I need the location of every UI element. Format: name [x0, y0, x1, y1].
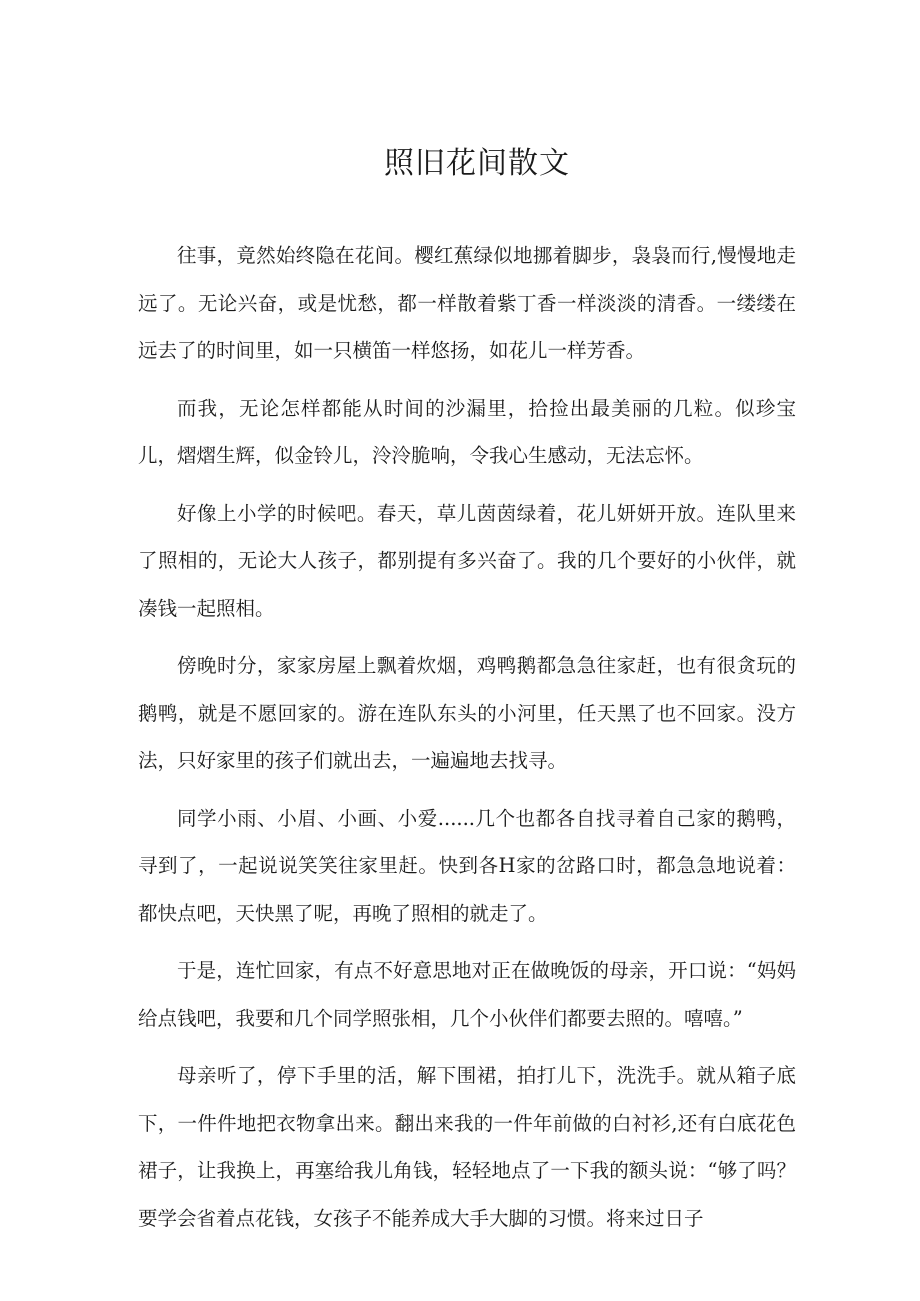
paragraph-2: 而我，无论怎样都能从时间的沙漏里，拾捡出最美丽的几粒。似珍宝儿，熠熠生辉，似金铃儿，泠泠脆响，令我心生感动，无法忘怀。	[138, 396, 796, 467]
paragraph-7: 母亲听了，停下手里的活，解下围裙，拍打儿下，洗洗手。就从箱子底下，一件件地把衣物拿出来。翻出来我的一件年前做的白衬衫,还有白底花色裙子，让我换上，再塞给我儿角钱，轻轻地点了一下我的额头说：“够了吗？要学会省着点花钱，女孩子不能养成大手大脚的习惯。将来过日子	[138, 1064, 796, 1230]
paragraph-5: 同学小雨、小眉、小画、小爱......几个也都各自找寻着自己家的鹅鸭，寻到了，一起说说笑笑往家里赶。快到各H家的岔路口时，都急急地说着：都快点吧，天快黑了呢，再晚了照相的就走了。	[138, 806, 796, 925]
paragraph-1: 往事，竟然始终隐在花间。樱红蕉绿似地挪着脚步，袅袅而行,慢慢地走远了。无论兴奋，或是忧愁，都一样散着紫丁香一样淡淡的清香。一缕缕在远去了的时间里，如一只横笛一样悠扬，如花儿一样芳香。	[138, 244, 796, 362]
paragraph-6: 于是，连忙回家，有点不好意思地对正在做晚饭的母亲，开口说：“妈妈给点钱吧，我要和几个同学照张相，几个小伙伴们都要去照的。嘻嘻。”	[138, 959, 796, 1030]
paragraph-4: 傍晚时分，家家房屋上飘着炊烟，鸡鸭鹅都急急往家赶，也有很贪玩的鹅鸭，就是不愿回家的。游在连队东头的小河里，任天黑了也不回家。没方法，只好家里的孩子们就出去，一遍遍地去找寻。	[138, 654, 796, 772]
paragraph-3: 好像上小学的时候吧。春天，草儿茵茵绿着，花儿妍妍开放。连队里来了照相的，无论大人孩子，都别提有多兴奋了。我的几个要好的小伙伴，就凑钱一起照相。	[138, 501, 796, 620]
page-title: 照旧花间散文	[384, 146, 570, 181]
